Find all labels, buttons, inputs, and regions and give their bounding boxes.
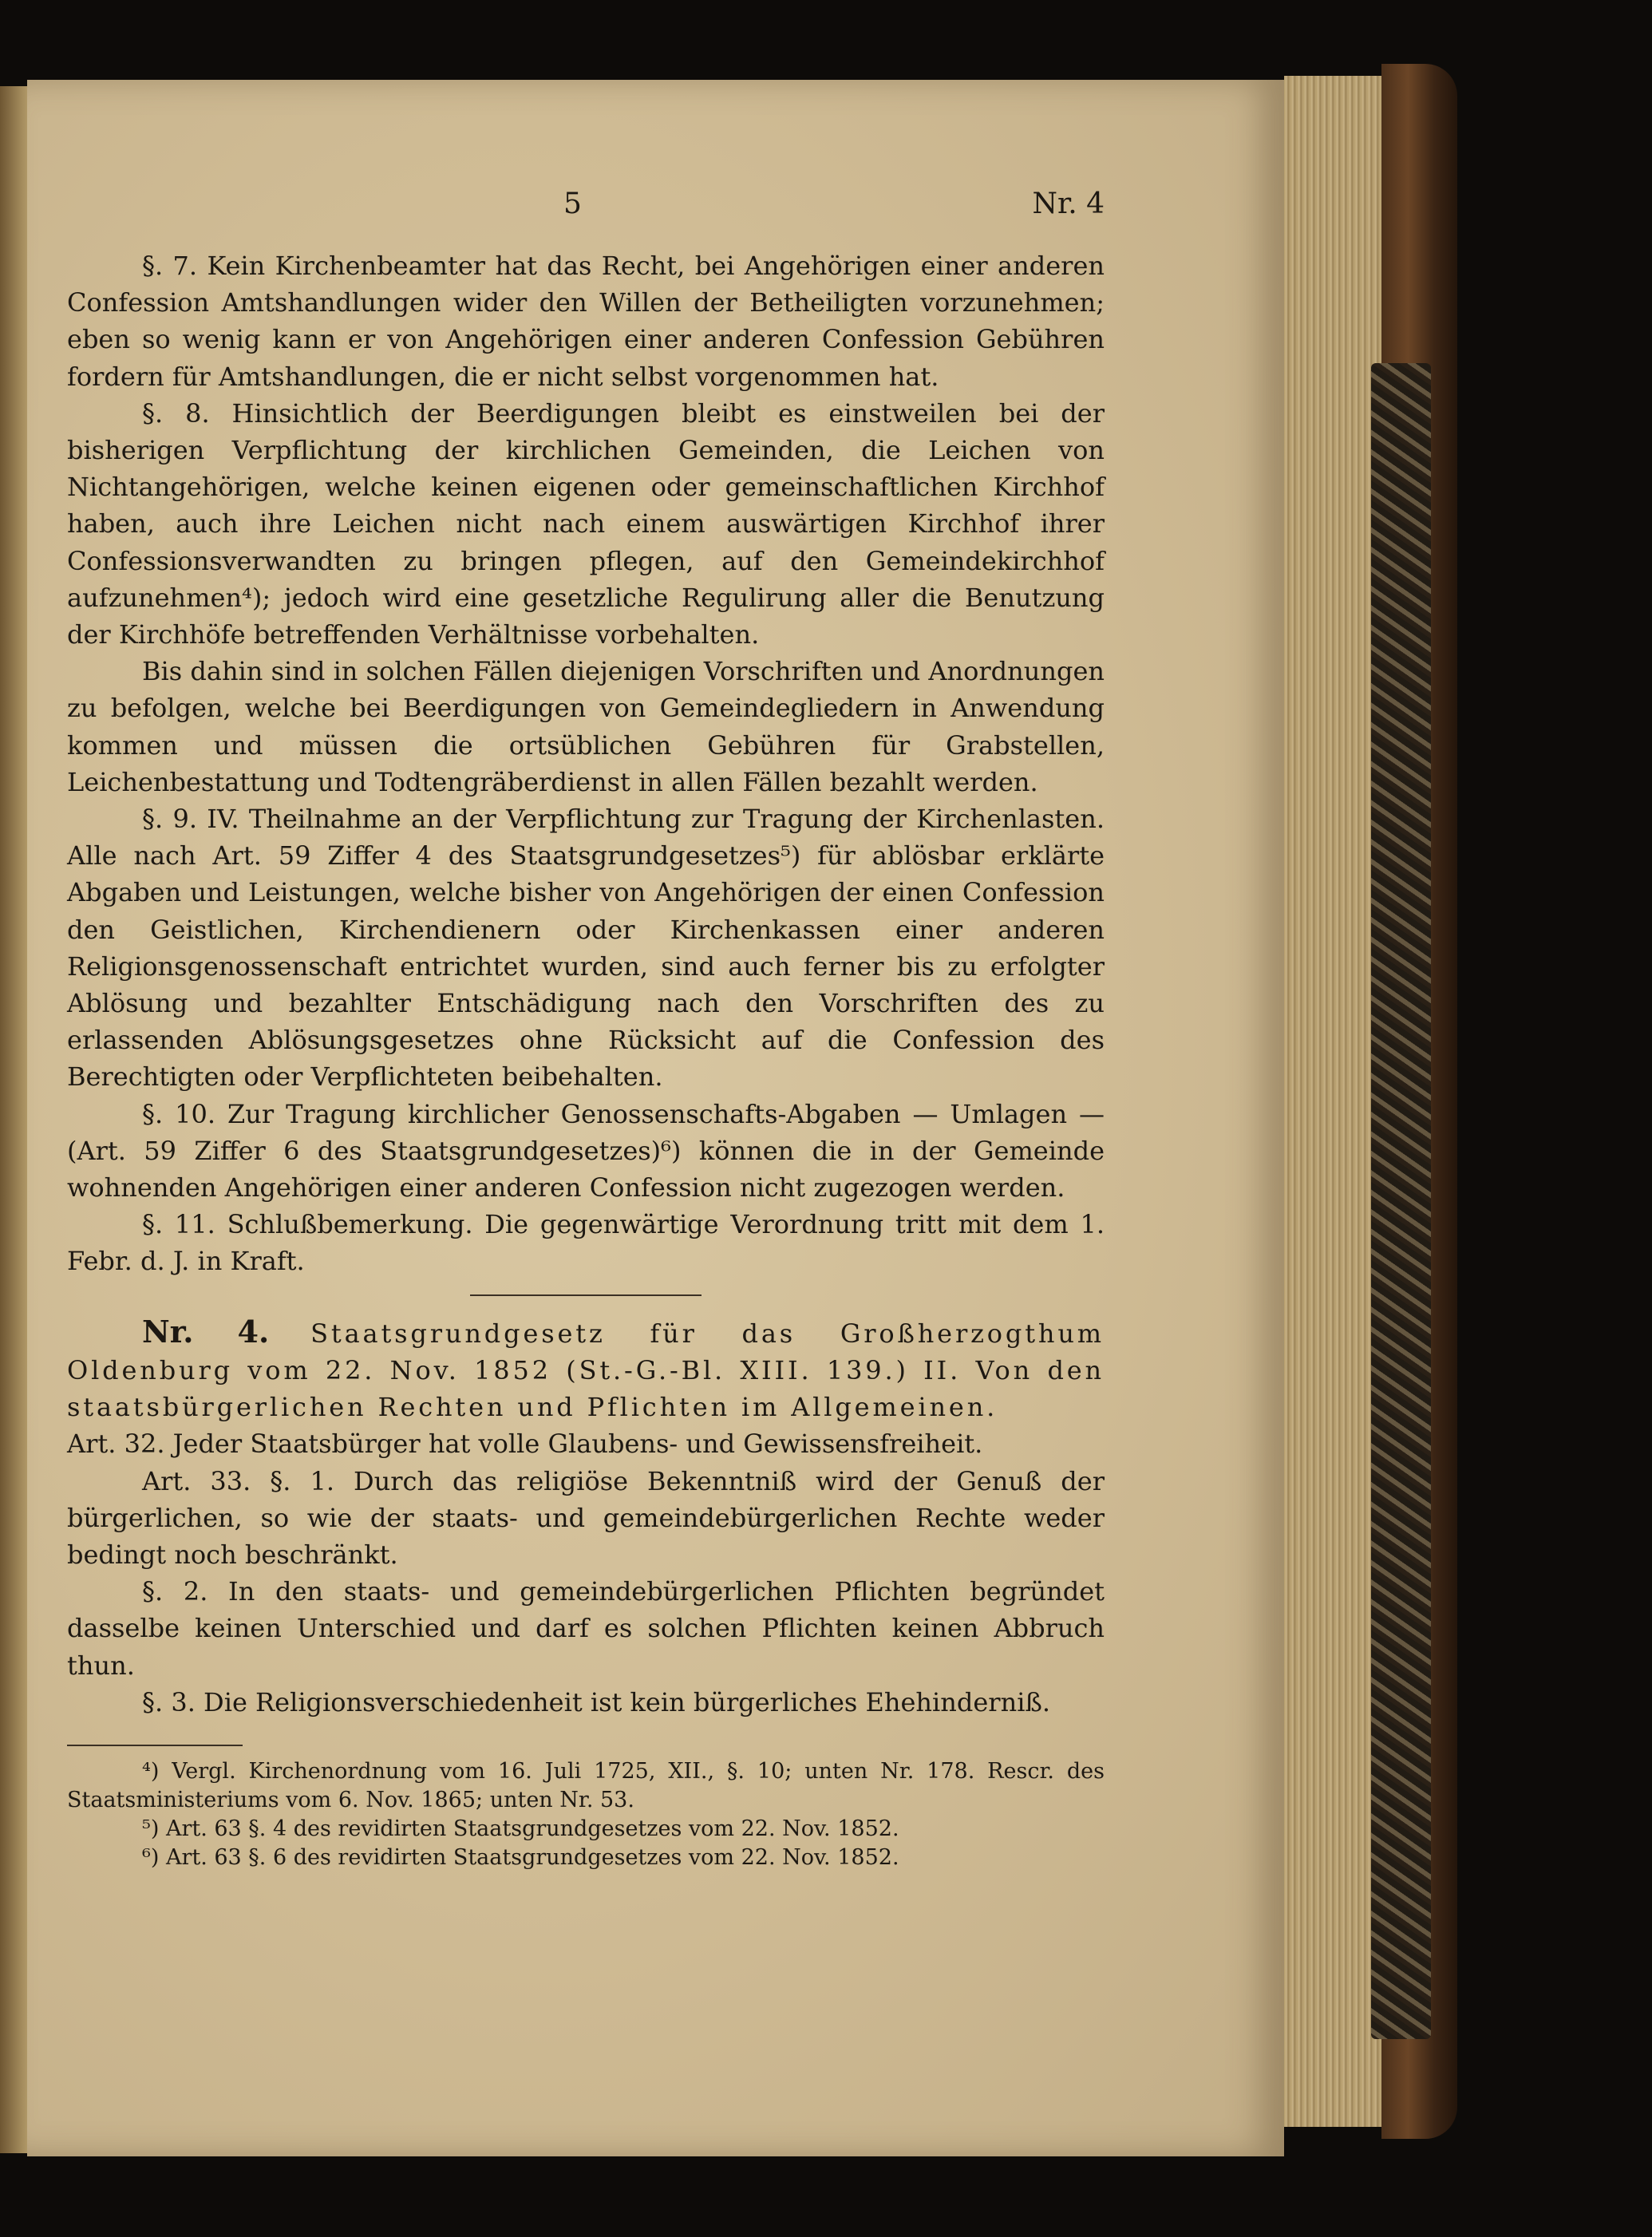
paragraph-p8: §. 8. Hinsichtlich der Beerdigungen bleibt es einstweilen bei der bisherigen Verpflichtung der kirchlichen Gemeinden, die Leichen von Nichtangehörigen, welche keinen eigenen oder gemeinschaftlichen Kirchhof haben, auch ihre Leichen nicht nach einem auswärtigen Kirchhof ihrer Confessionsverwandten zu bringen pflegen, auf den Gemeindekirchhof aufzunehmen⁴); jedoch wird eine gesetzliche Regulirung aller die Benutzung der Kirchhöfe betreffenden Verhältnisse vorbehalten. — [67, 397, 1105, 650]
paragraph-p10: §. 10. Zur Tragung kirchlicher Genossenschafts-Abgaben — Umlagen — (Art. 59 Ziffer 6 des Staatsgrundgesetzes)⁶) können die in der Gemeinde wohnenden Angehörigen einer anderen Confession nicht zugezogen werden. — [67, 1098, 1105, 1203]
article-33-p2: §. 2. In den staats- und gemeindebürgerlichen Pflichten begründet dasselbe keinen Unterschied und darf es solchen Pflichten keinen Abbruch thun. — [67, 1576, 1105, 1681]
running-head: Nr. 4 — [1032, 188, 1105, 220]
section-title: Staatsgrundgesetz für das Großherzogthum Oldenburg vom 22. Nov. 1852 (St.-G.-Bl. XIII. 139.) II. Von den staatsbürgerlichen Rechten und Pflichten im Allgemeinen. — [67, 1318, 1105, 1423]
article-33-p1: Art. 33. §. 1. Durch das religiöse Bekenntniß wird der Genuß der bürgerlichen, so wie der staats- und gemeindebürgerlichen Rechte weder bedingt noch beschränkt. — [67, 1465, 1105, 1570]
paragraph-p11: §. 11. Schlußbemerkung. Die gegenwärtige Verordnung tritt mit dem 1. Febr. d. J. in Kraft. — [67, 1209, 1105, 1277]
footnotes — [67, 1757, 1105, 1872]
body-text — [67, 247, 1105, 1872]
page-header — [67, 188, 1105, 219]
page-block-edges — [1284, 76, 1384, 2127]
section-number: Nr. 4. — [142, 1313, 270, 1350]
marbled-cover-spine — [1371, 363, 1431, 2039]
page-number: 5 — [563, 188, 582, 220]
paragraph-p8-cont: Bis dahin sind in solchen Fällen diejenigen Vorschriften und Anordnungen zu befolgen, welche bei Beerdigungen von Gemeindegliedern in Anwendung kommen und müssen die ortsüblichen Gebühren für Grabstellen, Leichenbestattung und Todtengräberdienst in allen Fällen bezahlt werden. — [67, 656, 1105, 797]
footnote-6: ⁶) Art. 63 §. 6 des revidirten Staatsgrundgesetzes vom 22. Nov. 1852. — [142, 1844, 899, 1870]
article-33-p3: §. 3. Die Religionsverschiedenheit ist kein bürgerliches Ehehinderniß. — [142, 1686, 1050, 1717]
paragraph-p9: §. 9. IV. Theilnahme an der Verpflichtung zur Tragung der Kirchenlasten. Alle nach Art. 59 Ziffer 4 des Staatsgrundgesetzes⁵) für ablösbar erklärte Abgaben und Leistungen, welche bisher von Angehörigen der einen Confession den Geistlichen, Kirchendienern oder Kirchenkassen einer anderen Religionsgenossenschaft entrichtet wurden, sind auch ferner bis zu erfolgter Ablösung und bezahlter Entschädigung nach den Vorschriften des zu erlassenden Ablösungsgesetzes ohne Rücksicht auf die Confession des Berechtigten oder Verpflichteten beibehalten. — [67, 804, 1105, 1093]
paragraph-p7: §. 7. Kein Kirchenbeamter hat das Recht, bei Angehörigen einer anderen Confession Amtshandlungen wider den Willen der Betheiligten vorzunehmen; eben so wenig kann er von Angehörigen einer anderen Confession Gebühren fordern für Amtshandlungen, die er nicht selbst vorgenommen hat. — [67, 251, 1105, 392]
section-divider — [470, 1294, 702, 1296]
section-heading — [67, 1314, 1105, 1426]
left-page-edge — [0, 86, 27, 2153]
footnote-5: ⁵) Art. 63 §. 4 des revidirten Staatsgrundgesetzes vom 22. Nov. 1852. — [142, 1816, 899, 1841]
article-32: Art. 32. Jeder Staatsbürger hat volle Glaubens- und Gewissensfreiheit. — [67, 1429, 983, 1460]
footnote-4: ⁴) Vergl. Kirchenordnung vom 16. Juli 1725, XII., §. 10; unten Nr. 178. Rescr. des Staatsministeriums vom 6. Nov. 1865; unten Nr. 53. — [67, 1758, 1105, 1812]
footnote-divider — [67, 1745, 243, 1746]
